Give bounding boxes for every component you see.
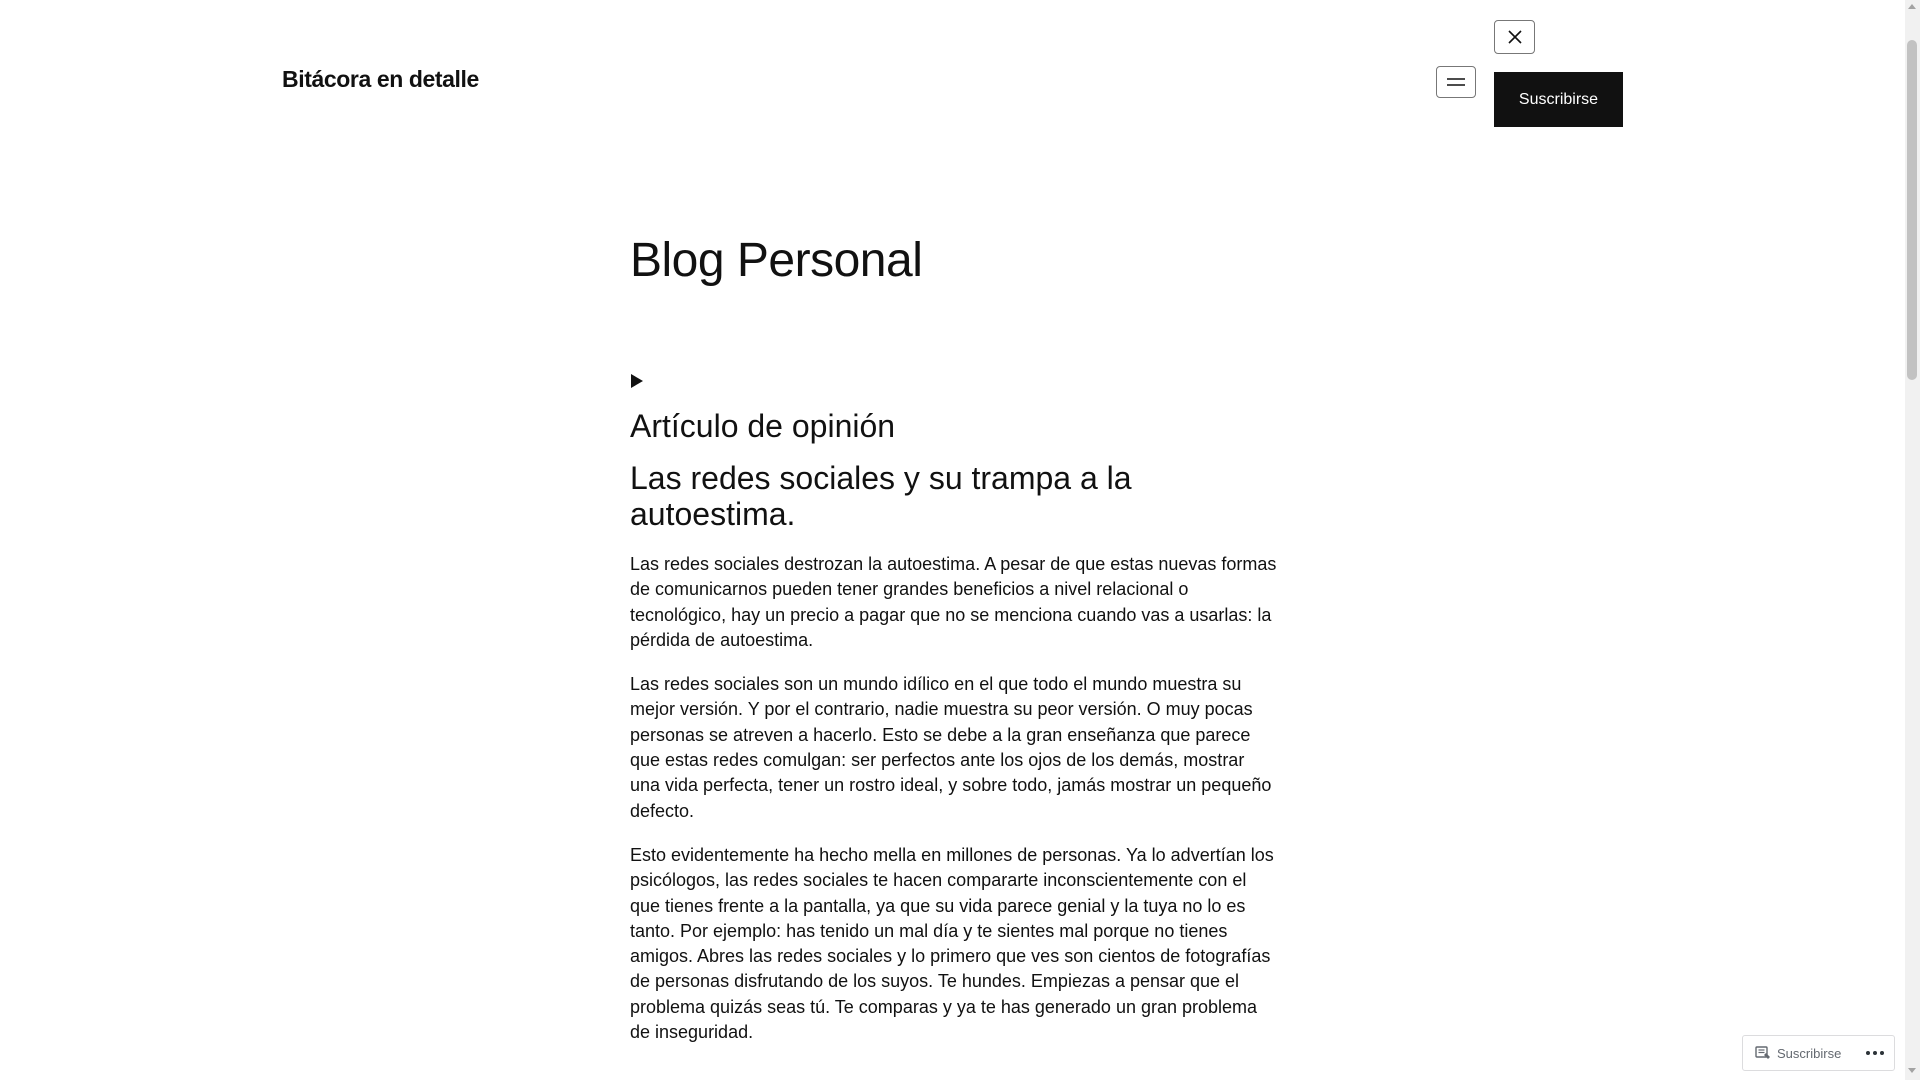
wpcom-action-bar [1742,1035,1895,1071]
page-title: Blog Personal [630,234,923,287]
site-title[interactable]: Bitácora en detalle [282,66,479,92]
ellipsis-icon[interactable] [1866,1036,1884,1070]
post-title: Las redes sociales y su trampa a la autoestima. [630,460,1132,532]
details-toggle[interactable] [630,374,644,388]
hamburger-menu-icon [1447,77,1465,87]
reader-icon [1755,1046,1771,1060]
main-content [630,230,1278,1045]
post-paragraph: Las redes sociales son un mundo idílico en el que todo el mundo muestra su mejor versión. Y por el contrario, nadie muestra su peor versión. O muy pocas personas se atreven a hacerlo. Esto se debe a la gran enseñanza que parece que estas redes comulgan: ser perfectos ante los ojos de los demás, mostrar una vida perfecta, tener un rostro ideal, y sobre todo, jamás mostrar un pequeño defecto. [630,674,1272,821]
ellipsis-dot [1880,1051,1884,1055]
action-bar-subscribe-label: Suscribirse [1777,1045,1842,1061]
close-icon [1507,29,1523,45]
category-heading: Artículo de opinión [630,408,896,444]
ellipsis-dot [1873,1051,1877,1055]
action-bar-subscribe-button[interactable] [1743,1036,1841,1070]
close-menu-button[interactable] [1494,20,1535,54]
subscribe-button[interactable]: Suscribirse [1494,72,1623,127]
ellipsis-dot [1866,1051,1870,1055]
menu-button[interactable] [1436,66,1476,98]
post-paragraph: Esto evidentemente ha hecho mella en millones de personas. Ya lo advertían los psicólogos, las redes sociales te hacen compararte inconscientemente con el que tienes frente a la pantalla, ya que su vida parece genial y la tuya no lo es tanto. Por ejemplo: has tenido un mal día y te sientes mal porque no tienes amigos. Abres las redes sociales y lo primero que ves son cientos de fotografías de personas disfrutando de los suyos. Te hundes. Empiezas a pensar que el problema quizás seas tú. Te comparas y ya te has generado un gran problema de inseguridad. [630,844,1274,1043]
scroll-down-arrow-icon[interactable] [1908,1068,1916,1073]
triangle-right-icon [630,374,644,388]
post-paragraph: Las redes sociales destrozan la autoestima. A pesar de que estas nuevas formas de comunicarnos pueden tener grandes beneficios a nivel relacional o tecnológico, hay un precio a pagar que no se menciona cuando vas a usarlas: la pérdida de autoestima. [630,554,1277,650]
scrollbar-thumb[interactable] [1907,40,1917,380]
scroll-up-arrow-icon[interactable] [1908,4,1916,9]
